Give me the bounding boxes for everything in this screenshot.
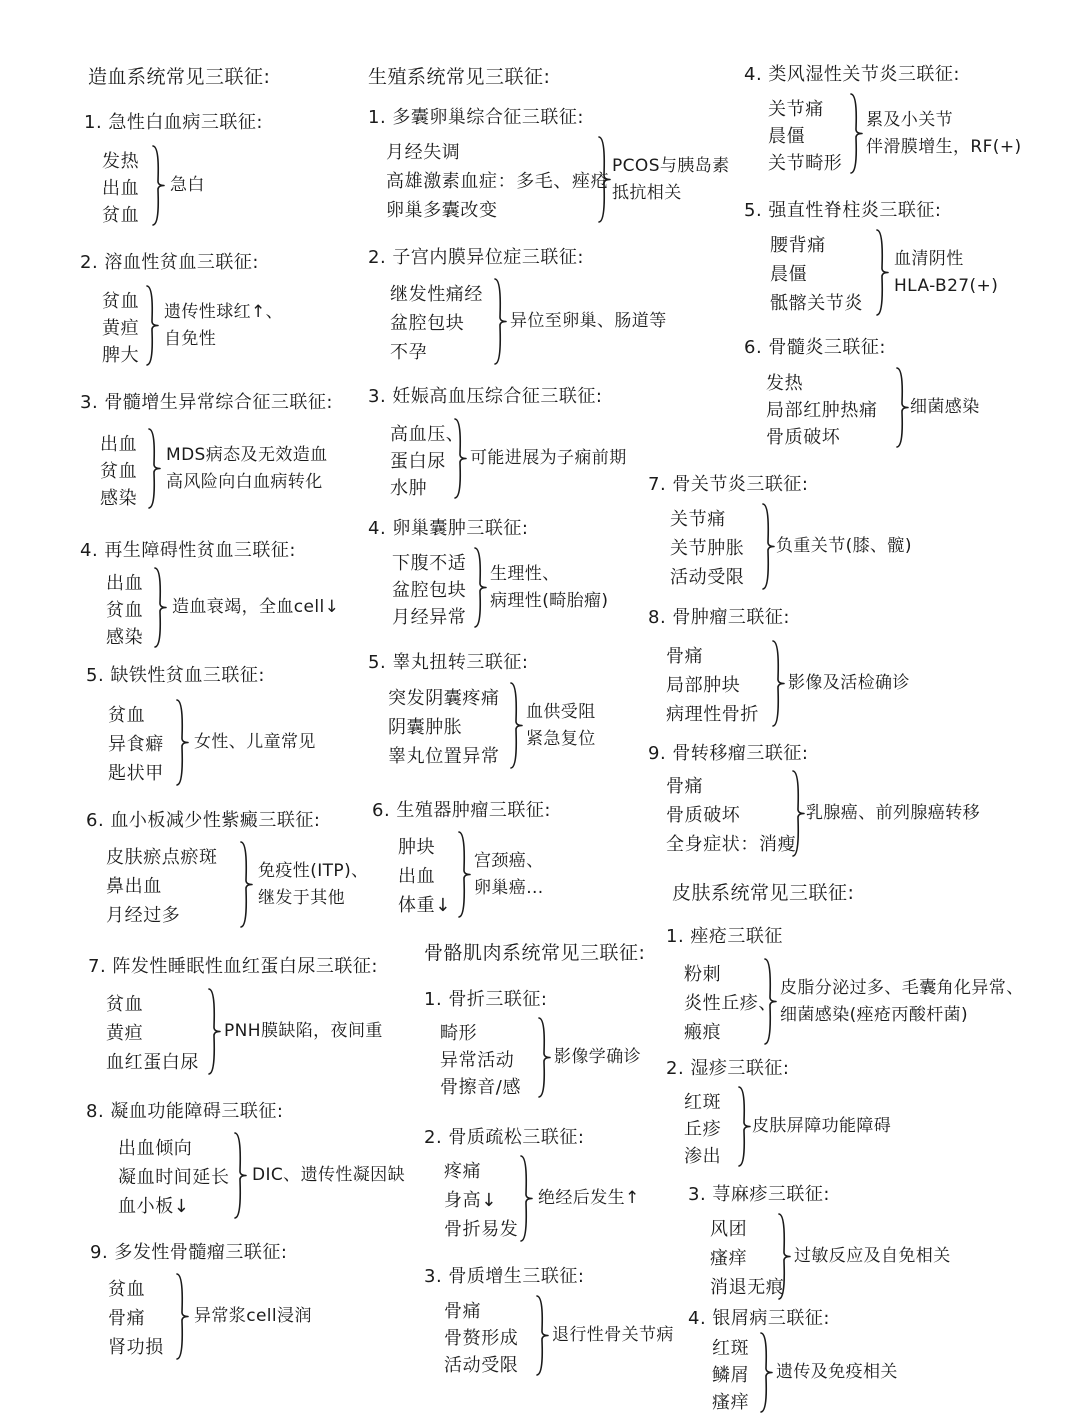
symptom-item: 脾大 — [102, 345, 140, 366]
symptom-item: 盆腔包块 — [390, 313, 465, 334]
symptom-item: 炎性丘疹、 — [684, 993, 777, 1014]
symptom-item: 全身症状：消瘦 — [666, 834, 797, 855]
symptom-item: 突发阴囊疼痛 — [388, 688, 500, 709]
triad-title: 6. 血小板减少性紫癜三联征: — [86, 810, 321, 831]
triad-title: 4. 再生障碍性贫血三联征: — [80, 540, 296, 561]
triad-title: 4. 卵巢囊肿三联征: — [368, 518, 529, 539]
triad-note: 急白 — [170, 175, 205, 195]
brace-symbol — [792, 770, 805, 857]
triad-title: 2. 溶血性贫血三联征: — [80, 252, 259, 273]
symptom-item: 骨擦音/感 — [440, 1077, 522, 1098]
symptom-item: 出血 — [102, 178, 140, 199]
brace-symbol — [474, 547, 487, 628]
symptom-item: 鼻出血 — [106, 876, 162, 897]
symptom-item: 发热 — [102, 151, 140, 172]
brace-symbol — [240, 841, 253, 928]
triad-title: 8. 凝血功能障碍三联征: — [86, 1101, 284, 1122]
symptom-item: 关节痛 — [670, 509, 726, 530]
symptom-item: 异食癖 — [108, 734, 164, 755]
brace-symbol — [876, 229, 889, 316]
symptom-item: 阴囊肿胀 — [388, 717, 463, 738]
section-heading-dermatology: 皮肤系统常见三联征: — [672, 882, 855, 904]
triad-title: 3. 荨麻疹三联征: — [688, 1184, 830, 1205]
triad-note: 紧急复位 — [526, 728, 596, 749]
symptom-item: 晨僵 — [770, 264, 808, 285]
triad-title: 9. 多发性骨髓瘤三联征: — [90, 1242, 288, 1263]
symptom-item: 黄疸 — [106, 1023, 144, 1044]
brace-symbol — [234, 1132, 247, 1219]
symptom-item: 丘疹 — [684, 1119, 722, 1140]
triad-note: 女性、儿童常见 — [194, 732, 316, 752]
section-heading-hematology: 造血系统常见三联征: — [88, 66, 271, 88]
triad-title: 1. 骨折三联征: — [424, 989, 548, 1010]
section-heading-musculoskeletal: 骨骼肌肉系统常见三联征: — [424, 942, 646, 964]
symptom-item: 畸形 — [440, 1023, 478, 1044]
symptom-item: 蛋白尿 — [390, 451, 446, 472]
symptom-item: 晨僵 — [768, 126, 806, 147]
triad-note: 遗传性球红↑、 — [164, 301, 284, 322]
triad-title: 4. 银屑病三联征: — [688, 1308, 830, 1329]
symptom-item: 疼痛 — [444, 1161, 482, 1182]
triad-note: 负重关节(膝、髋) — [776, 536, 912, 556]
brace-symbol — [772, 640, 785, 727]
symptom-item: 凝血时间延长 — [118, 1167, 230, 1188]
triad-note: 生理性、 — [490, 563, 560, 584]
triad-title: 9. 骨转移瘤三联征: — [648, 743, 809, 764]
triad-note: 高风险向白血病转化 — [166, 471, 323, 492]
brace-symbol — [536, 1295, 549, 1376]
symptom-item: 黄疸 — [102, 318, 140, 339]
brace-symbol — [598, 136, 611, 223]
brace-symbol — [494, 278, 507, 365]
symptom-item: 骨质破坏 — [766, 427, 841, 448]
brace-symbol — [778, 1213, 791, 1300]
symptom-item: 贫血 — [106, 994, 144, 1015]
symptom-item: 贫血 — [108, 705, 146, 726]
triad-title: 6. 生殖器肿瘤三联征: — [372, 800, 551, 821]
symptom-item: 瘙痒 — [712, 1392, 750, 1413]
symptom-item: 水肿 — [390, 478, 428, 499]
symptom-item: 骶髂关节炎 — [770, 293, 863, 314]
triad-title: 5. 缺铁性贫血三联征: — [86, 665, 265, 686]
triad-note: 影像及活检确诊 — [788, 673, 910, 693]
triad-note: 卵巢癌... — [474, 877, 544, 898]
triad-note: 血供受阻 — [526, 701, 596, 722]
symptom-item: 出血 — [106, 573, 144, 594]
triad-title: 7. 阵发性睡眠性血红蛋白尿三联征: — [88, 956, 378, 977]
triad-note: 细菌感染 — [910, 397, 980, 417]
symptom-item: 贫血 — [102, 205, 140, 226]
triad-title: 5. 强直性脊柱炎三联征: — [744, 200, 942, 221]
triad-note: 病理性(畸胎瘤) — [490, 590, 609, 611]
triad-note: 皮脂分泌过多、毛囊角化异常、 — [780, 977, 1024, 998]
symptom-item: 贫血 — [106, 600, 144, 621]
symptom-item: 肾功损 — [108, 1337, 164, 1358]
symptom-item: 渗出 — [684, 1146, 722, 1167]
symptom-item: 局部红肿热痛 — [766, 400, 878, 421]
triad-note: 血清阴性 — [894, 248, 964, 269]
symptom-item: 下腹不适 — [392, 553, 467, 574]
symptom-item: 出血倾向 — [118, 1138, 193, 1159]
triad-title: 7. 骨关节炎三联征: — [648, 474, 809, 495]
symptom-item: 感染 — [106, 627, 144, 648]
symptom-item: 感染 — [100, 488, 138, 509]
triad-note: 异位至卵巢、肠道等 — [510, 311, 667, 331]
symptom-item: 骨痛 — [108, 1308, 146, 1329]
symptom-item: 出血 — [100, 434, 138, 455]
brace-symbol — [520, 1155, 533, 1242]
triad-title: 8. 骨肿瘤三联征: — [648, 607, 790, 628]
triad-note: 自免性 — [164, 328, 217, 349]
triad-note: PNH膜缺陷，夜间重 — [224, 1021, 383, 1041]
triad-note: 免疫性(ITP)、 — [258, 860, 369, 881]
symptom-item: 体重↓ — [398, 895, 451, 916]
symptom-item: 高雄激素血症：多毛、痤疮 — [386, 171, 610, 192]
brace-symbol — [146, 285, 159, 366]
brace-symbol — [538, 1017, 551, 1098]
triad-note: 伴滑膜增生，RF(+) — [866, 136, 1022, 157]
symptom-item: 贫血 — [100, 461, 138, 482]
symptom-item: 盆腔包块 — [392, 580, 467, 601]
symptom-item: 鳞屑 — [712, 1365, 750, 1386]
triad-note: 退行性骨关节病 — [552, 1325, 674, 1345]
symptom-item: 关节痛 — [768, 99, 824, 120]
brace-symbol — [208, 988, 221, 1075]
symptom-item: 骨痛 — [666, 776, 704, 797]
triad-title: 2. 湿疹三联征: — [666, 1058, 790, 1079]
triad-note: 细菌感染(痤疮丙酸杆菌) — [780, 1004, 969, 1025]
symptom-item: 发热 — [766, 373, 804, 394]
symptom-item: 骨赘形成 — [444, 1328, 519, 1349]
triad-title: 1. 多囊卵巢综合征三联征: — [368, 107, 584, 128]
symptom-item: 皮肤瘀点瘀斑 — [106, 847, 218, 868]
brace-symbol — [896, 367, 909, 448]
symptom-item: 瘙痒 — [710, 1248, 748, 1269]
triad-note: PCOS与胰岛素 — [612, 155, 730, 176]
triad-note: 过敏反应及自免相关 — [794, 1246, 951, 1266]
triad-note: 皮肤屏障功能障碍 — [752, 1116, 892, 1136]
brace-symbol — [176, 699, 189, 786]
brace-symbol — [760, 1332, 773, 1413]
triad-note: HLA-B27(+) — [894, 275, 999, 296]
symptom-item: 高血压、 — [390, 424, 465, 445]
triad-note: 绝经后发生↑ — [538, 1188, 640, 1208]
triad-title: 4. 类风湿性关节炎三联征: — [744, 64, 960, 85]
triad-title: 3. 妊娠高血压综合征三联征: — [368, 386, 603, 407]
symptom-item: 消退无痕 — [710, 1277, 785, 1298]
triad-title: 3. 骨髓增生异常综合征三联征: — [80, 392, 333, 413]
triad-note: MDS病态及无效造血 — [166, 444, 328, 465]
section-heading-reproductive: 生殖系统常见三联征: — [368, 66, 551, 88]
symptom-item: 红斑 — [712, 1338, 750, 1359]
triad-title: 1. 痤疮三联征 — [666, 926, 783, 947]
symptom-item: 腰背痛 — [770, 235, 826, 256]
triad-note: 遗传及免疫相关 — [776, 1362, 898, 1382]
triad-note: DIC、遗传性凝因缺 — [252, 1165, 405, 1185]
symptom-item: 血小板↓ — [118, 1196, 190, 1217]
symptom-item: 贫血 — [108, 1279, 146, 1300]
symptom-item: 贫血 — [102, 291, 140, 312]
triad-title: 3. 骨质增生三联征: — [424, 1266, 585, 1287]
triad-title: 5. 睾丸扭转三联征: — [368, 652, 529, 673]
symptom-item: 睾丸位置异常 — [388, 746, 500, 767]
brace-symbol — [458, 831, 471, 918]
symptom-item: 骨质破坏 — [666, 805, 741, 826]
brace-symbol — [154, 567, 167, 648]
symptom-item: 风团 — [710, 1219, 748, 1240]
triad-note: 宫颈癌、 — [474, 850, 544, 871]
brace-symbol — [850, 93, 863, 174]
symptom-item: 肿块 — [398, 837, 436, 858]
brace-symbol — [762, 503, 775, 590]
triad-note: 抵抗相关 — [612, 182, 682, 203]
symptom-item: 月经异常 — [392, 607, 467, 628]
brace-symbol — [148, 428, 161, 509]
brace-symbol — [764, 958, 777, 1045]
symptom-item: 骨折易发 — [444, 1219, 519, 1240]
symptom-item: 卵巢多囊改变 — [386, 200, 498, 221]
symptom-item: 活动受限 — [444, 1355, 519, 1376]
symptom-item: 骨痛 — [444, 1301, 482, 1322]
brace-symbol — [176, 1273, 189, 1360]
triad-note: 造血衰竭，全血cell↓ — [172, 597, 340, 617]
symptom-item: 月经失调 — [386, 142, 461, 163]
symptom-item: 继发性痛经 — [390, 284, 483, 305]
triad-note: 可能进展为子痫前期 — [470, 448, 627, 468]
symptom-item: 关节畸形 — [768, 153, 843, 174]
symptom-item: 匙状甲 — [108, 763, 164, 784]
symptom-item: 骨痛 — [666, 646, 704, 667]
symptom-item: 病理性骨折 — [666, 704, 759, 725]
symptom-item: 活动受限 — [670, 567, 745, 588]
triad-title: 2. 子宫内膜异位症三联征: — [368, 247, 584, 268]
triad-note: 乳腺癌、前列腺癌转移 — [806, 803, 980, 823]
symptom-item: 局部肿块 — [666, 675, 741, 696]
symptom-item: 异常活动 — [440, 1050, 515, 1071]
symptom-item: 血红蛋白尿 — [106, 1052, 199, 1073]
symptom-item: 红斑 — [684, 1092, 722, 1113]
symptom-item: 关节肿胀 — [670, 538, 745, 559]
symptom-item: 出血 — [398, 866, 436, 887]
triad-title: 6. 骨髓炎三联征: — [744, 337, 886, 358]
triad-note: 异常浆cell浸润 — [194, 1306, 312, 1326]
symptom-item: 身高↓ — [444, 1190, 497, 1211]
symptom-item: 不孕 — [390, 342, 428, 363]
brace-symbol — [152, 145, 165, 226]
triad-note: 影像学确诊 — [554, 1047, 641, 1067]
brace-symbol — [510, 682, 523, 769]
symptom-item: 粉刺 — [684, 964, 722, 985]
symptom-item: 瘢痕 — [684, 1022, 722, 1043]
brace-symbol — [454, 418, 467, 499]
symptom-item: 月经过多 — [106, 905, 181, 926]
triad-title: 2. 骨质疏松三联征: — [424, 1127, 585, 1148]
triad-note: 累及小关节 — [866, 109, 953, 130]
triad-note: 继发于其他 — [258, 887, 345, 908]
triad-title: 1. 急性白血病三联征: — [84, 112, 263, 133]
brace-symbol — [738, 1086, 751, 1167]
